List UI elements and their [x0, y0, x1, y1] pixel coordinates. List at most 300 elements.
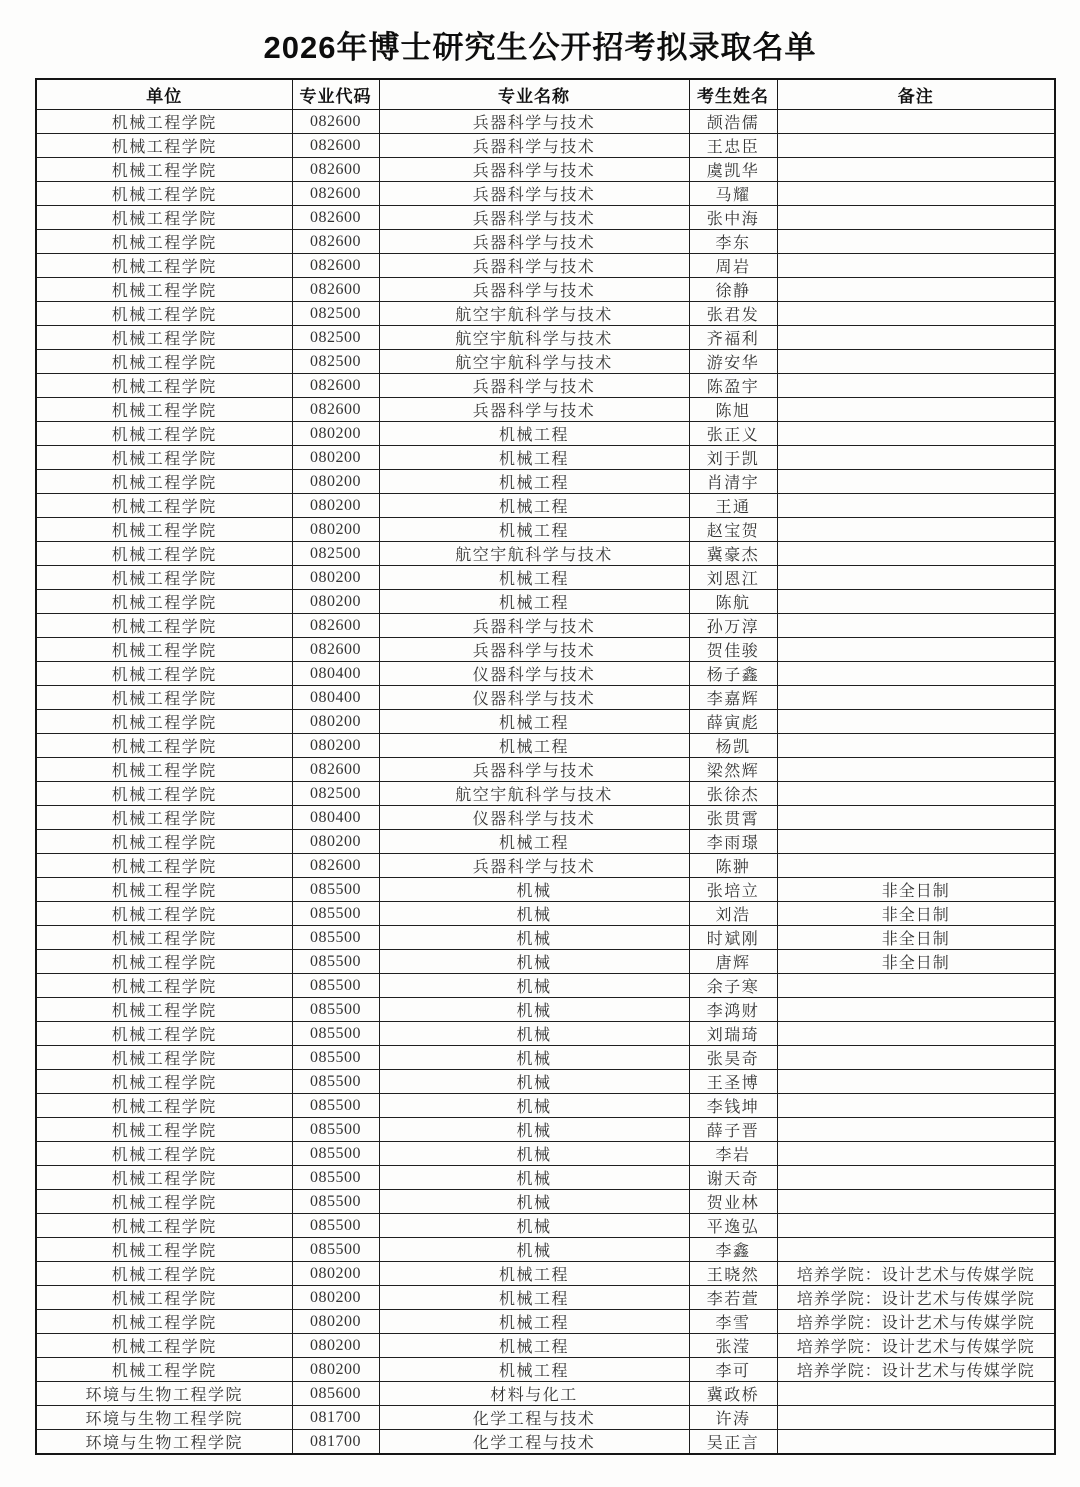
unit-cell: 机械工程学院	[36, 398, 292, 422]
major-cell: 兵器科学与技术	[379, 374, 689, 398]
unit-cell: 机械工程学院	[36, 182, 292, 206]
name-cell: 陈航	[689, 590, 777, 614]
major-cell: 机械工程	[379, 494, 689, 518]
major-cell: 机械工程	[379, 446, 689, 470]
unit-cell: 机械工程学院	[36, 518, 292, 542]
unit-cell: 机械工程学院	[36, 1118, 292, 1142]
table-row	[36, 446, 1055, 470]
name-cell: 张培立	[689, 878, 777, 902]
unit-cell: 机械工程学院	[36, 1286, 292, 1310]
name-cell: 杨子鑫	[689, 662, 777, 686]
code-cell: 080200	[292, 422, 379, 446]
code-cell: 085500	[292, 878, 379, 902]
major-cell: 化学工程与技术	[379, 1430, 689, 1455]
code-cell: 082600	[292, 614, 379, 638]
name-cell: 陈旭	[689, 398, 777, 422]
table-row	[36, 134, 1055, 158]
unit-cell: 机械工程学院	[36, 230, 292, 254]
unit-cell: 机械工程学院	[36, 470, 292, 494]
table-row	[36, 518, 1055, 542]
name-cell: 王忠臣	[689, 134, 777, 158]
code-cell: 081700	[292, 1406, 379, 1430]
table-row	[36, 950, 1055, 974]
unit-cell: 机械工程学院	[36, 254, 292, 278]
code-cell: 080200	[292, 830, 379, 854]
name-cell: 张滢	[689, 1334, 777, 1358]
page-title: 2026年博士研究生公开招考拟录取名单	[263, 30, 817, 65]
major-cell: 机械	[379, 1046, 689, 1070]
major-cell: 机械工程	[379, 1334, 689, 1358]
unit-cell: 机械工程学院	[36, 110, 292, 134]
major-cell: 兵器科学与技术	[379, 206, 689, 230]
table-row	[36, 1406, 1055, 1430]
unit-cell: 机械工程学院	[36, 278, 292, 302]
code-cell: 085500	[292, 1166, 379, 1190]
code-cell: 082600	[292, 854, 379, 878]
major-cell: 机械	[379, 1094, 689, 1118]
major-cell: 机械	[379, 926, 689, 950]
major-cell: 机械工程	[379, 710, 689, 734]
major-cell: 机械工程	[379, 1310, 689, 1334]
table-row	[36, 902, 1055, 926]
name-cell: 陈盈宇	[689, 374, 777, 398]
major-cell: 兵器科学与技术	[379, 110, 689, 134]
remark-cell: 非全日制	[777, 950, 1055, 974]
name-cell: 刘瑞琦	[689, 1022, 777, 1046]
column-header-4: 备注	[777, 79, 1055, 110]
table-row	[36, 566, 1055, 590]
code-cell: 080200	[292, 734, 379, 758]
table-header-row	[36, 79, 1055, 110]
remark-cell	[777, 206, 1055, 230]
unit-cell: 机械工程学院	[36, 878, 292, 902]
name-cell: 虞凯华	[689, 158, 777, 182]
unit-cell: 机械工程学院	[36, 542, 292, 566]
name-cell: 张昊奇	[689, 1046, 777, 1070]
name-cell: 唐辉	[689, 950, 777, 974]
code-cell: 080200	[292, 494, 379, 518]
remark-cell: 非全日制	[777, 878, 1055, 902]
name-cell: 李钱坤	[689, 1094, 777, 1118]
code-cell: 080200	[292, 1358, 379, 1382]
table-row	[36, 206, 1055, 230]
unit-cell: 机械工程学院	[36, 302, 292, 326]
name-cell: 杨凯	[689, 734, 777, 758]
table-row	[36, 1022, 1055, 1046]
unit-cell: 机械工程学院	[36, 1190, 292, 1214]
table-row	[36, 1166, 1055, 1190]
major-cell: 仪器科学与技术	[379, 662, 689, 686]
code-cell: 080200	[292, 1334, 379, 1358]
major-cell: 航空宇航科学与技术	[379, 782, 689, 806]
code-cell: 082600	[292, 398, 379, 422]
major-cell: 机械	[379, 878, 689, 902]
table-row	[36, 1358, 1055, 1382]
remark-cell	[777, 470, 1055, 494]
admission-table	[35, 78, 1056, 1455]
table-row	[36, 1262, 1055, 1286]
code-cell: 080200	[292, 1310, 379, 1334]
table-row	[36, 278, 1055, 302]
code-cell: 082500	[292, 542, 379, 566]
major-cell: 兵器科学与技术	[379, 854, 689, 878]
unit-cell: 机械工程学院	[36, 998, 292, 1022]
table-row	[36, 878, 1055, 902]
major-cell: 机械	[379, 1238, 689, 1262]
table-row	[36, 230, 1055, 254]
unit-cell: 机械工程学院	[36, 446, 292, 470]
code-cell: 080400	[292, 806, 379, 830]
name-cell: 梁然辉	[689, 758, 777, 782]
remark-cell	[777, 446, 1055, 470]
major-cell: 机械	[379, 1214, 689, 1238]
name-cell: 齐福利	[689, 326, 777, 350]
major-cell: 机械工程	[379, 590, 689, 614]
major-cell: 机械	[379, 1142, 689, 1166]
code-cell: 082600	[292, 158, 379, 182]
name-cell: 王通	[689, 494, 777, 518]
remark-cell	[777, 734, 1055, 758]
code-cell: 085500	[292, 1094, 379, 1118]
table-row	[36, 806, 1055, 830]
remark-cell	[777, 254, 1055, 278]
remark-cell	[777, 134, 1055, 158]
code-cell: 085500	[292, 1070, 379, 1094]
major-cell: 兵器科学与技术	[379, 254, 689, 278]
major-cell: 机械工程	[379, 1286, 689, 1310]
code-cell: 082600	[292, 110, 379, 134]
table-row	[36, 1238, 1055, 1262]
column-header-2: 专业名称	[379, 79, 689, 110]
remark-cell	[777, 710, 1055, 734]
unit-cell: 机械工程学院	[36, 494, 292, 518]
table-body	[36, 110, 1055, 1455]
table-row	[36, 326, 1055, 350]
table-row	[36, 614, 1055, 638]
unit-cell: 机械工程学院	[36, 662, 292, 686]
remark-cell	[777, 1166, 1055, 1190]
code-cell: 082600	[292, 182, 379, 206]
name-cell: 李雪	[689, 1310, 777, 1334]
table-row	[36, 182, 1055, 206]
name-cell: 李雨璟	[689, 830, 777, 854]
code-cell: 082600	[292, 230, 379, 254]
major-cell: 机械工程	[379, 1358, 689, 1382]
remark-cell	[777, 350, 1055, 374]
table-row	[36, 758, 1055, 782]
table-row	[36, 662, 1055, 686]
name-cell: 孙万淳	[689, 614, 777, 638]
name-cell: 刘恩江	[689, 566, 777, 590]
remark-cell	[777, 1142, 1055, 1166]
remark-cell	[777, 278, 1055, 302]
code-cell: 085500	[292, 1046, 379, 1070]
table-row	[36, 1094, 1055, 1118]
table-row	[36, 590, 1055, 614]
name-cell: 李可	[689, 1358, 777, 1382]
code-cell: 082500	[292, 782, 379, 806]
unit-cell: 环境与生物工程学院	[36, 1430, 292, 1455]
code-cell: 080400	[292, 686, 379, 710]
remark-cell	[777, 758, 1055, 782]
remark-cell	[777, 1430, 1055, 1455]
remark-cell	[777, 302, 1055, 326]
table-row	[36, 1310, 1055, 1334]
major-cell: 化学工程与技术	[379, 1406, 689, 1430]
name-cell: 周岩	[689, 254, 777, 278]
code-cell: 082500	[292, 350, 379, 374]
unit-cell: 机械工程学院	[36, 1214, 292, 1238]
code-cell: 085500	[292, 1238, 379, 1262]
unit-cell: 环境与生物工程学院	[36, 1382, 292, 1406]
column-header-0: 单位	[36, 79, 292, 110]
remark-cell	[777, 1238, 1055, 1262]
table-row	[36, 830, 1055, 854]
table-row	[36, 686, 1055, 710]
table-row	[36, 1046, 1055, 1070]
code-cell: 082600	[292, 758, 379, 782]
code-cell: 080200	[292, 1262, 379, 1286]
major-cell: 兵器科学与技术	[379, 278, 689, 302]
remark-cell	[777, 326, 1055, 350]
name-cell: 李若萱	[689, 1286, 777, 1310]
unit-cell: 机械工程学院	[36, 1046, 292, 1070]
remark-cell	[777, 110, 1055, 134]
remark-cell	[777, 686, 1055, 710]
code-cell: 080200	[292, 518, 379, 542]
code-cell: 082600	[292, 206, 379, 230]
code-cell: 080200	[292, 1286, 379, 1310]
remark-cell: 非全日制	[777, 902, 1055, 926]
unit-cell: 机械工程学院	[36, 710, 292, 734]
table-row	[36, 734, 1055, 758]
name-cell: 游安华	[689, 350, 777, 374]
table-row	[36, 1334, 1055, 1358]
name-cell: 李嘉辉	[689, 686, 777, 710]
major-cell: 航空宇航科学与技术	[379, 542, 689, 566]
code-cell: 080200	[292, 470, 379, 494]
code-cell: 080200	[292, 566, 379, 590]
unit-cell: 机械工程学院	[36, 422, 292, 446]
major-cell: 机械	[379, 1022, 689, 1046]
remark-cell	[777, 806, 1055, 830]
unit-cell: 机械工程学院	[36, 590, 292, 614]
unit-cell: 机械工程学院	[36, 758, 292, 782]
name-cell: 王圣博	[689, 1070, 777, 1094]
remark-cell	[777, 374, 1055, 398]
table-row	[36, 350, 1055, 374]
remark-cell	[777, 830, 1055, 854]
major-cell: 机械	[379, 1190, 689, 1214]
table-row	[36, 782, 1055, 806]
table-row	[36, 710, 1055, 734]
unit-cell: 机械工程学院	[36, 1238, 292, 1262]
column-header-3: 考生姓名	[689, 79, 777, 110]
major-cell: 兵器科学与技术	[379, 230, 689, 254]
code-cell: 082600	[292, 278, 379, 302]
name-cell: 王晓然	[689, 1262, 777, 1286]
unit-cell: 机械工程学院	[36, 1334, 292, 1358]
major-cell: 机械工程	[379, 566, 689, 590]
remark-cell	[777, 566, 1055, 590]
major-cell: 机械工程	[379, 830, 689, 854]
name-cell: 马耀	[689, 182, 777, 206]
table-row	[36, 302, 1055, 326]
remark-cell	[777, 1094, 1055, 1118]
code-cell: 085500	[292, 902, 379, 926]
name-cell: 张贯霄	[689, 806, 777, 830]
name-cell: 平逸弘	[689, 1214, 777, 1238]
remark-cell	[777, 1118, 1055, 1142]
table-row	[36, 1382, 1055, 1406]
name-cell: 时斌刚	[689, 926, 777, 950]
unit-cell: 机械工程学院	[36, 638, 292, 662]
remark-cell	[777, 1382, 1055, 1406]
major-cell: 材料与化工	[379, 1382, 689, 1406]
unit-cell: 机械工程学院	[36, 1310, 292, 1334]
remark-cell	[777, 542, 1055, 566]
remark-cell: 培养学院：设计艺术与传媒学院	[777, 1358, 1055, 1382]
major-cell: 机械工程	[379, 518, 689, 542]
remark-cell	[777, 494, 1055, 518]
name-cell: 冀政桥	[689, 1382, 777, 1406]
table-row	[36, 1070, 1055, 1094]
major-cell: 航空宇航科学与技术	[379, 302, 689, 326]
name-cell: 徐静	[689, 278, 777, 302]
major-cell: 兵器科学与技术	[379, 182, 689, 206]
remark-cell	[777, 1214, 1055, 1238]
remark-cell	[777, 518, 1055, 542]
name-cell: 张君发	[689, 302, 777, 326]
table-row	[36, 470, 1055, 494]
major-cell: 兵器科学与技术	[379, 398, 689, 422]
major-cell: 兵器科学与技术	[379, 614, 689, 638]
major-cell: 机械	[379, 950, 689, 974]
code-cell: 080200	[292, 446, 379, 470]
code-cell: 085500	[292, 974, 379, 998]
remark-cell	[777, 182, 1055, 206]
major-cell: 航空宇航科学与技术	[379, 326, 689, 350]
table-row	[36, 110, 1055, 134]
major-cell: 仪器科学与技术	[379, 806, 689, 830]
unit-cell: 机械工程学院	[36, 1262, 292, 1286]
unit-cell: 机械工程学院	[36, 1094, 292, 1118]
code-cell: 080200	[292, 590, 379, 614]
name-cell: 刘于凯	[689, 446, 777, 470]
name-cell: 赵宝贺	[689, 518, 777, 542]
unit-cell: 机械工程学院	[36, 1166, 292, 1190]
remark-cell	[777, 422, 1055, 446]
unit-cell: 机械工程学院	[36, 806, 292, 830]
remark-cell: 培养学院：设计艺术与传媒学院	[777, 1262, 1055, 1286]
code-cell: 085500	[292, 1022, 379, 1046]
remark-cell: 非全日制	[777, 926, 1055, 950]
name-cell: 李鸿财	[689, 998, 777, 1022]
code-cell: 085500	[292, 998, 379, 1022]
code-cell: 082600	[292, 134, 379, 158]
remark-cell: 培养学院：设计艺术与传媒学院	[777, 1310, 1055, 1334]
remark-cell	[777, 854, 1055, 878]
remark-cell	[777, 398, 1055, 422]
code-cell: 085500	[292, 950, 379, 974]
unit-cell: 机械工程学院	[36, 566, 292, 590]
remark-cell	[777, 998, 1055, 1022]
name-cell: 刘浩	[689, 902, 777, 926]
unit-cell: 机械工程学院	[36, 134, 292, 158]
major-cell: 兵器科学与技术	[379, 158, 689, 182]
table-row	[36, 398, 1055, 422]
table-row	[36, 926, 1055, 950]
remark-cell	[777, 1406, 1055, 1430]
remark-cell	[777, 1190, 1055, 1214]
major-cell: 机械	[379, 1166, 689, 1190]
code-cell: 082500	[292, 326, 379, 350]
name-cell: 张正义	[689, 422, 777, 446]
name-cell: 李鑫	[689, 1238, 777, 1262]
table-row	[36, 1118, 1055, 1142]
table-row	[36, 422, 1055, 446]
unit-cell: 机械工程学院	[36, 1358, 292, 1382]
major-cell: 仪器科学与技术	[379, 686, 689, 710]
unit-cell: 机械工程学院	[36, 158, 292, 182]
code-cell: 085500	[292, 1214, 379, 1238]
major-cell: 机械工程	[379, 734, 689, 758]
unit-cell: 机械工程学院	[36, 830, 292, 854]
table-row	[36, 254, 1055, 278]
major-cell: 机械	[379, 902, 689, 926]
name-cell: 冀豪杰	[689, 542, 777, 566]
unit-cell: 机械工程学院	[36, 902, 292, 926]
unit-cell: 机械工程学院	[36, 206, 292, 230]
major-cell: 机械工程	[379, 422, 689, 446]
code-cell: 085500	[292, 1142, 379, 1166]
remark-cell	[777, 158, 1055, 182]
unit-cell: 机械工程学院	[36, 854, 292, 878]
code-cell: 085500	[292, 926, 379, 950]
unit-cell: 机械工程学院	[36, 1070, 292, 1094]
remark-cell	[777, 614, 1055, 638]
table-row	[36, 998, 1055, 1022]
remark-cell	[777, 1046, 1055, 1070]
code-cell: 080200	[292, 710, 379, 734]
major-cell: 兵器科学与技术	[379, 134, 689, 158]
table-row	[36, 1142, 1055, 1166]
table-row	[36, 1214, 1055, 1238]
unit-cell: 机械工程学院	[36, 1022, 292, 1046]
remark-cell	[777, 638, 1055, 662]
unit-cell: 机械工程学院	[36, 374, 292, 398]
code-cell: 085500	[292, 1190, 379, 1214]
unit-cell: 机械工程学院	[36, 734, 292, 758]
name-cell: 颉浩儒	[689, 110, 777, 134]
remark-cell	[777, 782, 1055, 806]
name-cell: 肖清宇	[689, 470, 777, 494]
name-cell: 许涛	[689, 1406, 777, 1430]
remark-cell	[777, 1070, 1055, 1094]
name-cell: 薛寅彪	[689, 710, 777, 734]
unit-cell: 机械工程学院	[36, 614, 292, 638]
name-cell: 陈翀	[689, 854, 777, 878]
name-cell: 吴正言	[689, 1430, 777, 1455]
name-cell: 李岩	[689, 1142, 777, 1166]
major-cell: 机械	[379, 974, 689, 998]
unit-cell: 机械工程学院	[36, 1142, 292, 1166]
code-cell: 081700	[292, 1430, 379, 1455]
code-cell: 085600	[292, 1382, 379, 1406]
column-header-1: 专业代码	[292, 79, 379, 110]
code-cell: 082600	[292, 254, 379, 278]
code-cell: 082600	[292, 638, 379, 662]
